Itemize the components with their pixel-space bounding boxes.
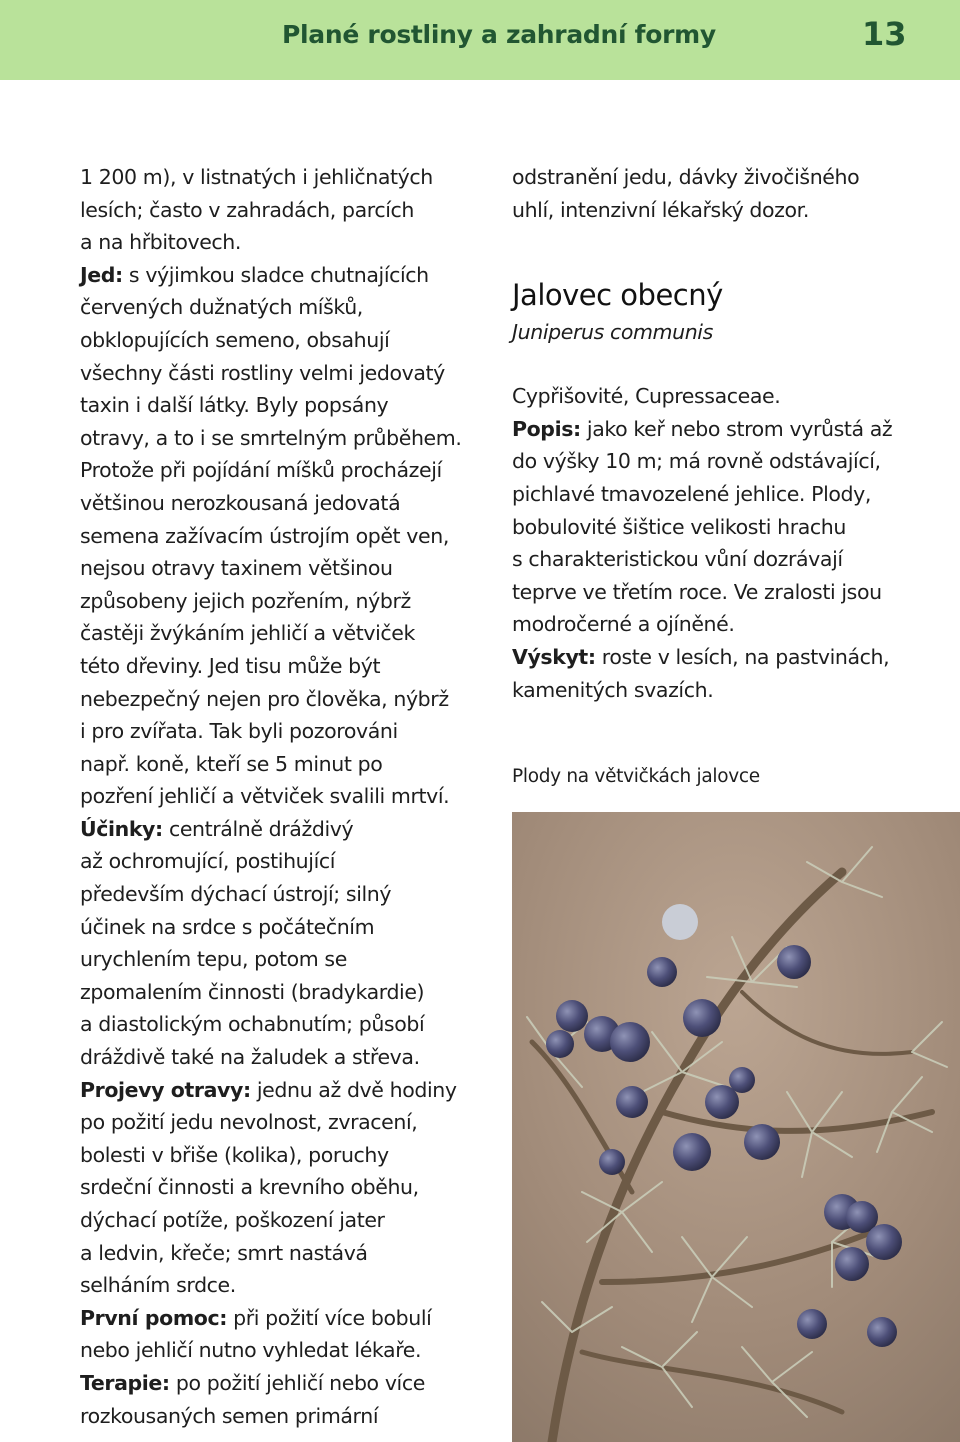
text-line: rozkousaných semen primární — [80, 1403, 379, 1428]
text-run: centrálně dráždivý — [162, 816, 354, 841]
text-run: s výjimkou sladce chutnajících — [122, 262, 429, 287]
text-line: srdeční činnosti a krevního oběhu, — [80, 1175, 419, 1200]
text-line: uhlí, intenzivní lékařský dozor. — [512, 197, 809, 222]
popis-label: Popis: — [512, 416, 581, 441]
popis-paragraph-first-line — [512, 413, 942, 446]
text-run: při požití více bobulí — [227, 1305, 432, 1330]
page-header — [0, 0, 960, 80]
juniper-photo — [512, 812, 960, 1442]
text-line: nejsou otravy taxinem většinou — [80, 556, 393, 581]
text-line: a ledvin, křeče; smrt nastává — [80, 1240, 368, 1265]
text-line: této dřeviny. Jed tisu může být — [80, 653, 381, 678]
ucinky-label: Účinky: — [80, 816, 163, 841]
text-line: pichlavé tmavozelené jehlice. Plody, — [512, 481, 872, 506]
text-line: i pro zvířata. Tak byli pozorováni — [80, 719, 398, 744]
text-line: selháním srdce. — [80, 1273, 236, 1298]
vyskyt-label: Výskyt: — [512, 644, 596, 669]
text-line: otravy, a to i se smrtelným průběhem. — [80, 425, 462, 450]
text-line: do výšky 10 m; má rovně odstávající, — [512, 449, 881, 474]
text-line: dráždivě také na žaludek a střeva. — [80, 1045, 420, 1070]
text-line: např. koně, kteří se 5 minut po — [80, 751, 383, 776]
jed-paragraph-first-line — [80, 259, 510, 292]
text-line: lesích; často v zahradách, parcích — [80, 197, 414, 222]
text-line: urychlením tepu, potom se — [80, 947, 347, 972]
family-line: Cypřišovité, Cupressaceae. — [512, 384, 781, 409]
text-run: roste v lesích, na pastvinách, — [595, 644, 890, 669]
text-line: bobulovité šištice velikosti hrachu — [512, 514, 846, 539]
text-line: nebo jehličí nutno vyhledat lékaře. — [80, 1338, 422, 1363]
pomoc-paragraph-first-line — [80, 1302, 510, 1335]
text-line: účinek na srdce s počátečním — [80, 914, 375, 939]
text-line: zpomalením činnosti (bradykardie) — [80, 979, 425, 1004]
text-line: až ochromující, postihující — [80, 849, 336, 874]
text-line: teprve ve třetím roce. Ve zralosti jsou — [512, 579, 882, 604]
species-latin-name: Juniperus communis — [512, 320, 713, 345]
text-line: červených dužnatých míšků, — [80, 295, 363, 320]
text-line: především dýchací ústrojí; silný — [80, 882, 392, 907]
photo-caption: Plody na větvičkách jalovce — [512, 766, 760, 787]
text-line: kamenitých svazích. — [512, 677, 714, 702]
text-line: bolesti v břiše (kolika), poruchy — [80, 1142, 389, 1167]
text-line: odstranění jedu, dávky živočišného — [512, 165, 860, 189]
left-column — [80, 161, 510, 1432]
spacer — [512, 348, 942, 380]
ucinky-paragraph-first-line — [80, 813, 510, 846]
jed-label: Jed: — [80, 262, 123, 287]
text-line: a diastolickým ochabnutím; působí — [80, 1012, 425, 1037]
projevy-label: Projevy otravy: — [80, 1077, 251, 1102]
projevy-paragraph-first-line — [80, 1074, 510, 1107]
pomoc-label: První pomoc: — [80, 1305, 228, 1330]
text-line: semena zažívacím ústrojím opět ven, — [80, 523, 449, 548]
text-line: Protože při pojídání míšků procházejí — [80, 458, 442, 483]
terapie-label: Terapie: — [80, 1370, 170, 1395]
text-line: obklopujících semeno, obsahují — [80, 327, 390, 352]
text-line: častěji žvýkáním jehličí a větviček — [80, 621, 415, 646]
text-run: jednu až dvě hodiny — [250, 1077, 457, 1102]
vyskyt-paragraph-first-line — [512, 641, 942, 674]
page-number: 13 — [862, 15, 907, 53]
text-line: taxin i další látky. Byly popsány — [80, 393, 389, 418]
chapter-title: Plané rostliny a zahradní formy — [282, 20, 716, 49]
juniper-illustration — [512, 812, 960, 1442]
text-line: modročerné a ojíněné. — [512, 612, 735, 637]
terapie-paragraph-first-line — [80, 1367, 510, 1400]
text-line: a na hřbitovech. — [80, 230, 241, 255]
right-column — [512, 161, 942, 706]
text-line: pozření jehličí a větviček svalili mrtví. — [80, 784, 450, 809]
text-line: dýchací potíže, poškození jater — [80, 1208, 385, 1232]
text-line: většinou nerozkousaná jedovatá — [80, 490, 401, 515]
text-run: po požití jehličí nebo více — [169, 1370, 425, 1395]
text-line: po požití jedu nevolnost, zvracení, — [80, 1110, 418, 1135]
text-line: způsobeny jejich pozřením, nýbrž — [80, 588, 411, 613]
text-line: všechny části rostliny velmi jedovatý — [80, 360, 445, 385]
text-run: jako keř nebo strom vyrůstá až — [580, 416, 893, 441]
species-heading: Jalovec obecný — [512, 278, 723, 313]
text-line: 1 200 m), v listnatých i jehličnatých — [80, 165, 433, 189]
text-line: s charakteristickou vůní dozrávají — [512, 547, 843, 572]
text-line: nebezpečný nejen pro člověka, nýbrž — [80, 686, 449, 711]
